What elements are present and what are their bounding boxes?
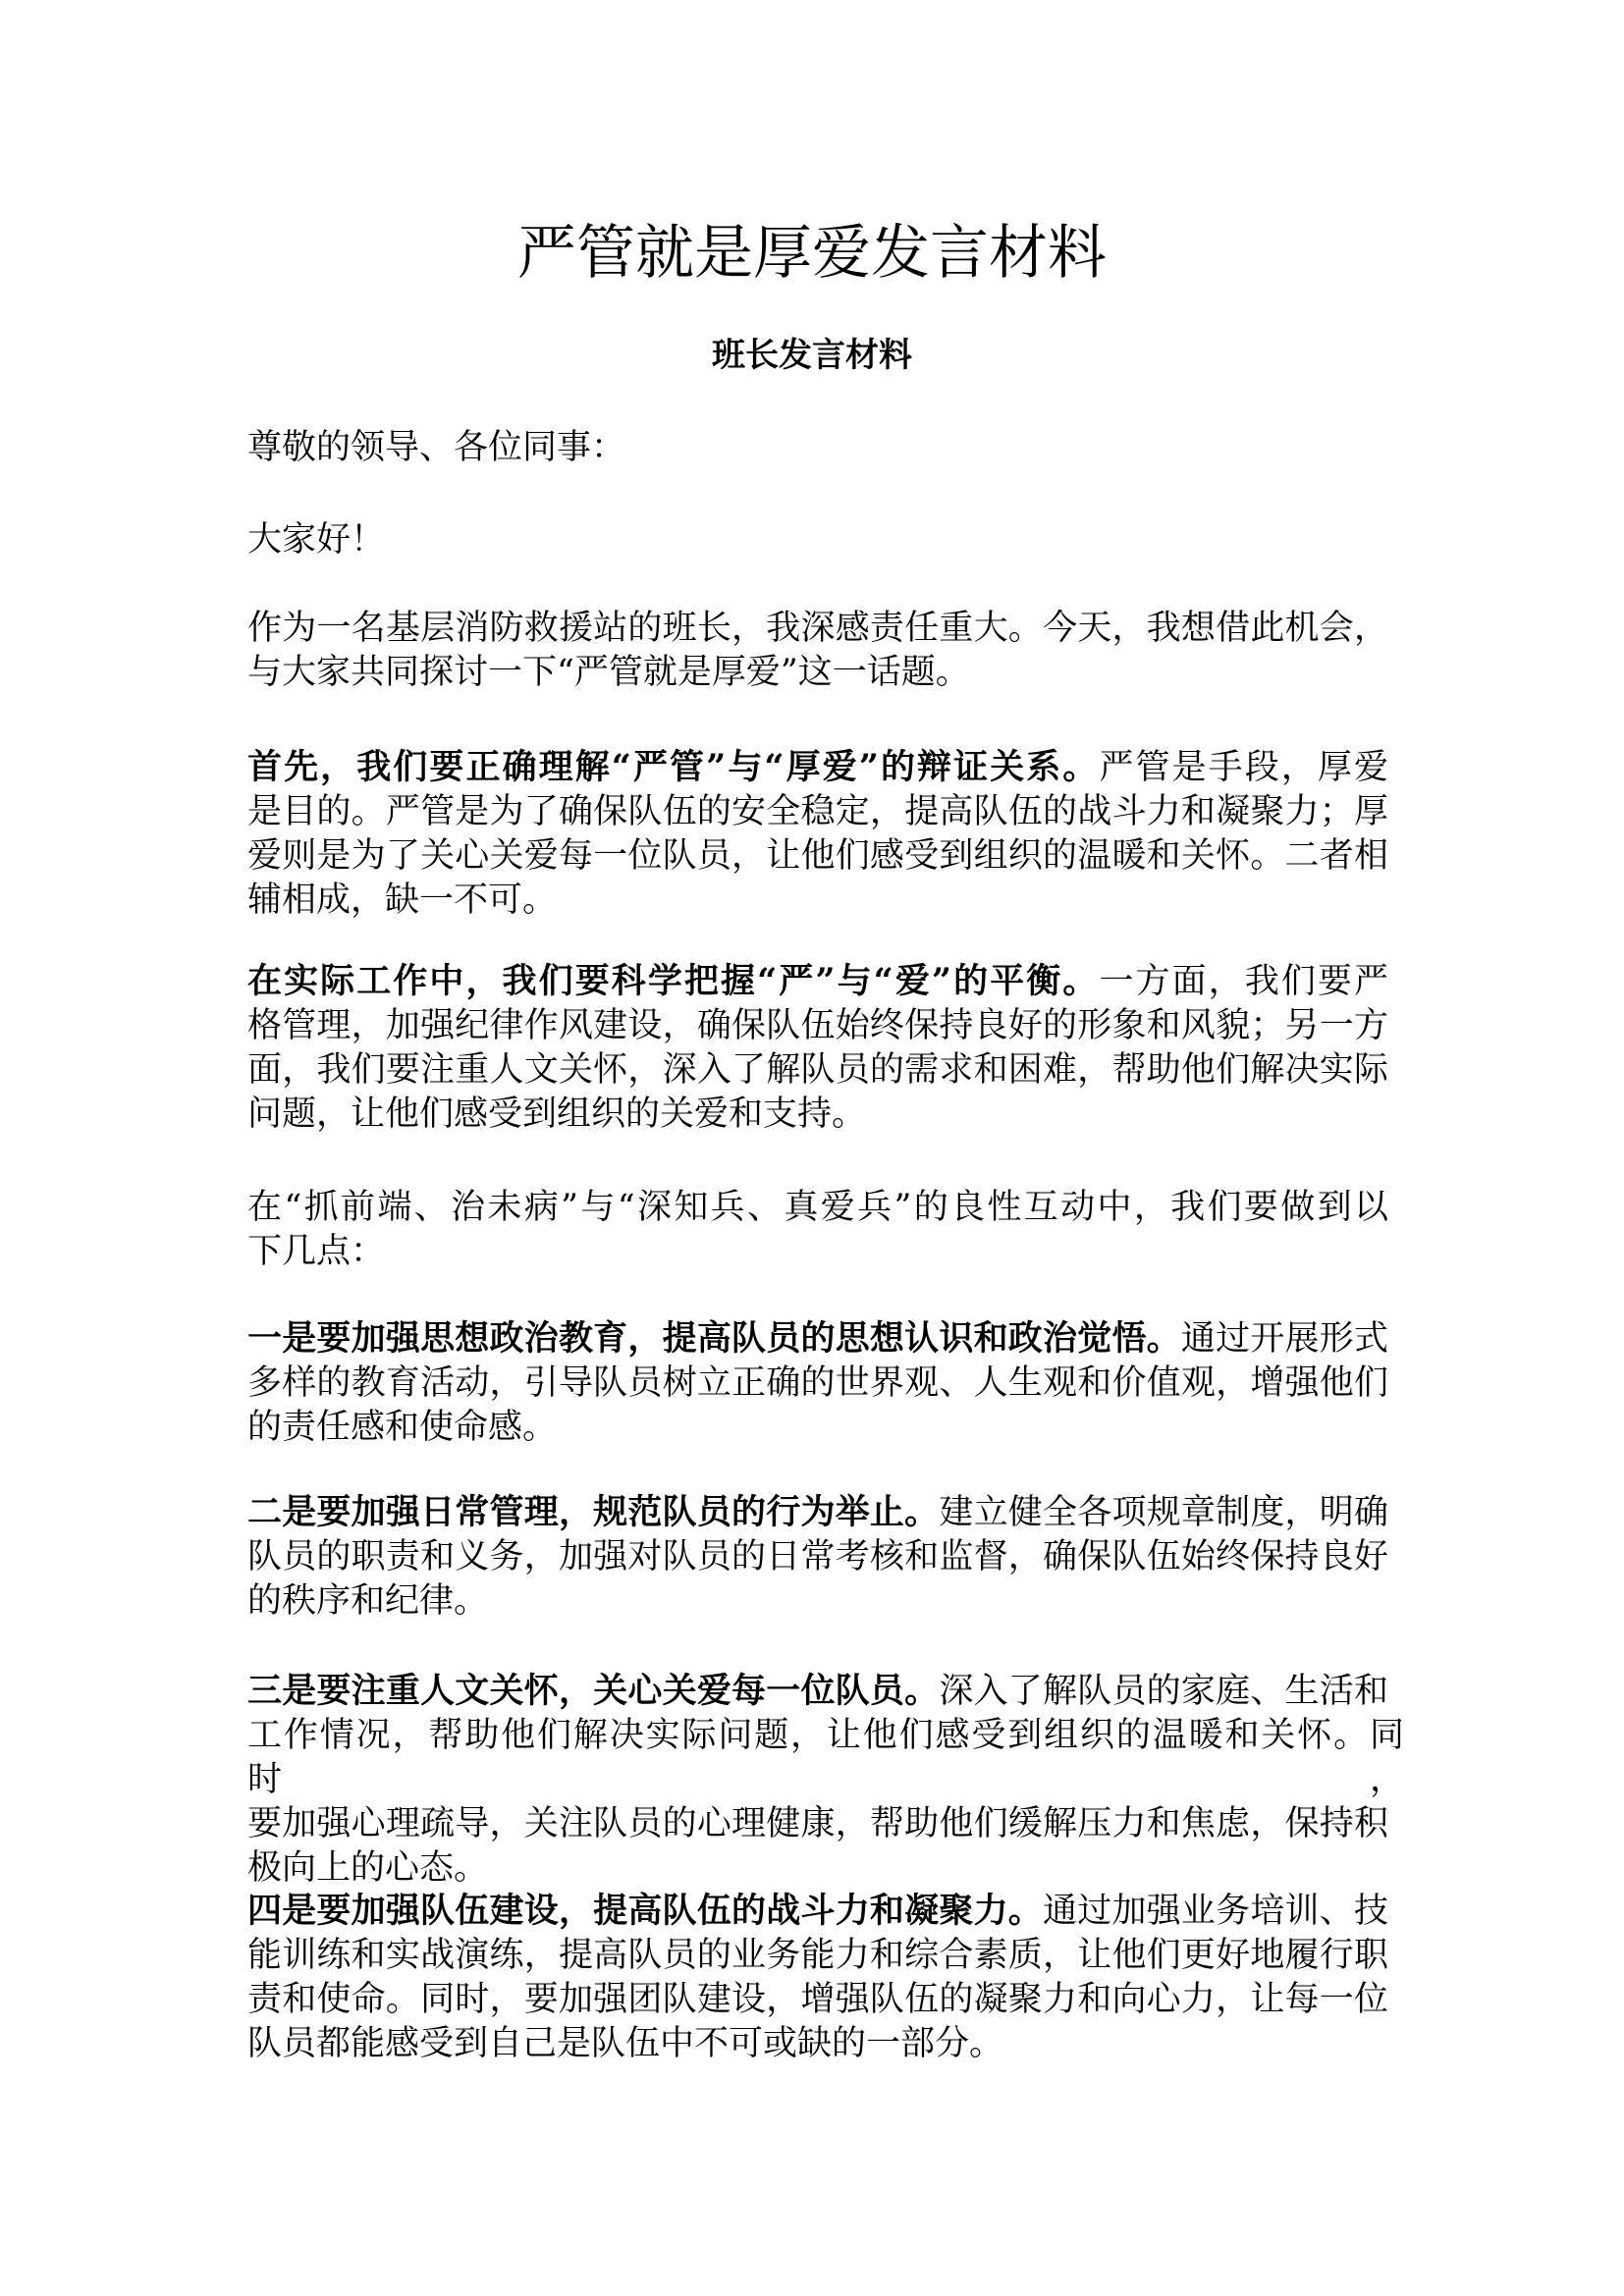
document-title: 严管就是厚爱发言材料 [517,219,1107,288]
paragraph-balance [247,959,1388,1137]
paragraph-lead: 二是要加强日常管理，规范队员的行为举止。 [247,1492,940,1532]
paragraph-line: 能训练和实战演练，提高队员的业务能力和综合素质，让他们更好地履行职 [247,1936,1388,1975]
paragraph-line: 多样的教育活动，引导队员树立正确的世界观、人生观和价值观，增强他们 [247,1363,1388,1403]
paragraph-line: 作为一名基层消防救援站的班长，我深感责任重大。今天，我想借此机会， [247,609,1388,648]
paragraph-line: 的秩序和纪律。 [247,1581,489,1621]
paragraph-points-intro [247,1186,1388,1274]
paragraph-lead: 三是要注重人文关怀，关心关爱每一位队员。 [247,1671,940,1711]
paragraph-line: 极向上的心态。 [247,1848,489,1888]
paragraph-text: 深入了解队员的家庭、生活和 [939,1672,1388,1711]
paragraph-text: 严管是手段，厚爱 [1099,748,1388,787]
paragraph-text: 通过加强业务培训、技 [1043,1892,1388,1931]
paragraph-line: 爱则是为了关心关爱每一位队员，让他们感受到组织的温暖和关怀。二者相 [247,836,1388,876]
salutation [247,426,1388,470]
paragraph-line: 工作情况，帮助他们解决实际问题，让他们感受到组织的温暖和关怀。同时， [247,1716,1404,1799]
paragraph-line: 是目的。严管是为了确保队伍的安全稳定，提高队伍的战斗力和凝聚力；厚 [247,792,1388,831]
paragraph-line: 责和使命。同时，要加强团队建设，增强队伍的凝聚力和向心力，让每一位 [247,1980,1388,2019]
paragraph-point-4 [247,1889,1388,2066]
paragraph-text: 一方面，我们要严 [1099,962,1388,1001]
paragraph-point-3 [247,1669,1404,1891]
paragraph-line: 格管理，加强纪律作风建设，确保队伍始终保持良好的形象和风貌；另一方 [247,1006,1388,1045]
paragraph-text: 通过开展形式 [1180,1319,1388,1359]
paragraph-line [247,1490,1388,1535]
paragraph-line [247,959,1388,1004]
paragraph-text: 建立健全各项规章制度，明确 [939,1493,1388,1532]
paragraph-line [247,745,1388,790]
paragraph-line [247,1669,1388,1714]
paragraph-point-2 [247,1490,1388,1624]
paragraph-line: 与大家共同探讨一下“严管就是厚爱”这一话题。 [247,653,970,692]
paragraph-point-1 [247,1316,1388,1450]
paragraph-line: 在“抓前端、治未病”与“深知兵、真爱兵”的良性互动中，我们要做到以 [247,1188,1388,1227]
document-subtitle: 班长发言材料 [712,336,912,375]
paragraph-line: 辅相成，缺一不可。 [247,881,558,920]
paragraph-line: 队员都能感受到自己是队伍中不可或缺的一部分。 [247,2024,1004,2063]
paragraph-line: 问题，让他们感受到组织的关爱和支持。 [247,1095,867,1134]
salutation-line: 尊敬的领导、各位同事： [247,428,626,467]
paragraph-dialectic [247,745,1388,923]
paragraph-line: 的责任感和使命感。 [247,1408,558,1447]
paragraph-lead: 在实际工作中，我们要科学把握“严”与“爱”的平衡。 [247,961,1100,1001]
greeting-line: 大家好！ [247,520,386,560]
paragraph-lead: 首先，我们要正确理解“严管”与“厚爱”的辩证关系。 [247,747,1100,787]
paragraph-line: 要加强心理疏导，关注队员的心理健康，帮助他们缓解压力和焦虑，保持积 [247,1804,1388,1843]
greeting [247,518,1388,562]
paragraph-line: 面，我们要注重人文关怀，深入了解队员的需求和困难，帮助他们解决实际 [247,1050,1388,1090]
paragraph-line [247,1316,1388,1362]
paragraph-line [247,1889,1388,1934]
paragraph-line: 下几点： [247,1232,386,1271]
paragraph-lead: 四是要加强队伍建设，提高队伍的战斗力和凝聚力。 [247,1891,1044,1931]
intro-paragraph [247,607,1388,695]
paragraph-lead: 一是要加强思想政治教育，提高队员的思想认识和政治觉悟。 [247,1318,1181,1359]
paragraph-line: 队员的职责和义务，加强对队员的日常考核和监督，确保队伍始终保持良好 [247,1537,1388,1576]
